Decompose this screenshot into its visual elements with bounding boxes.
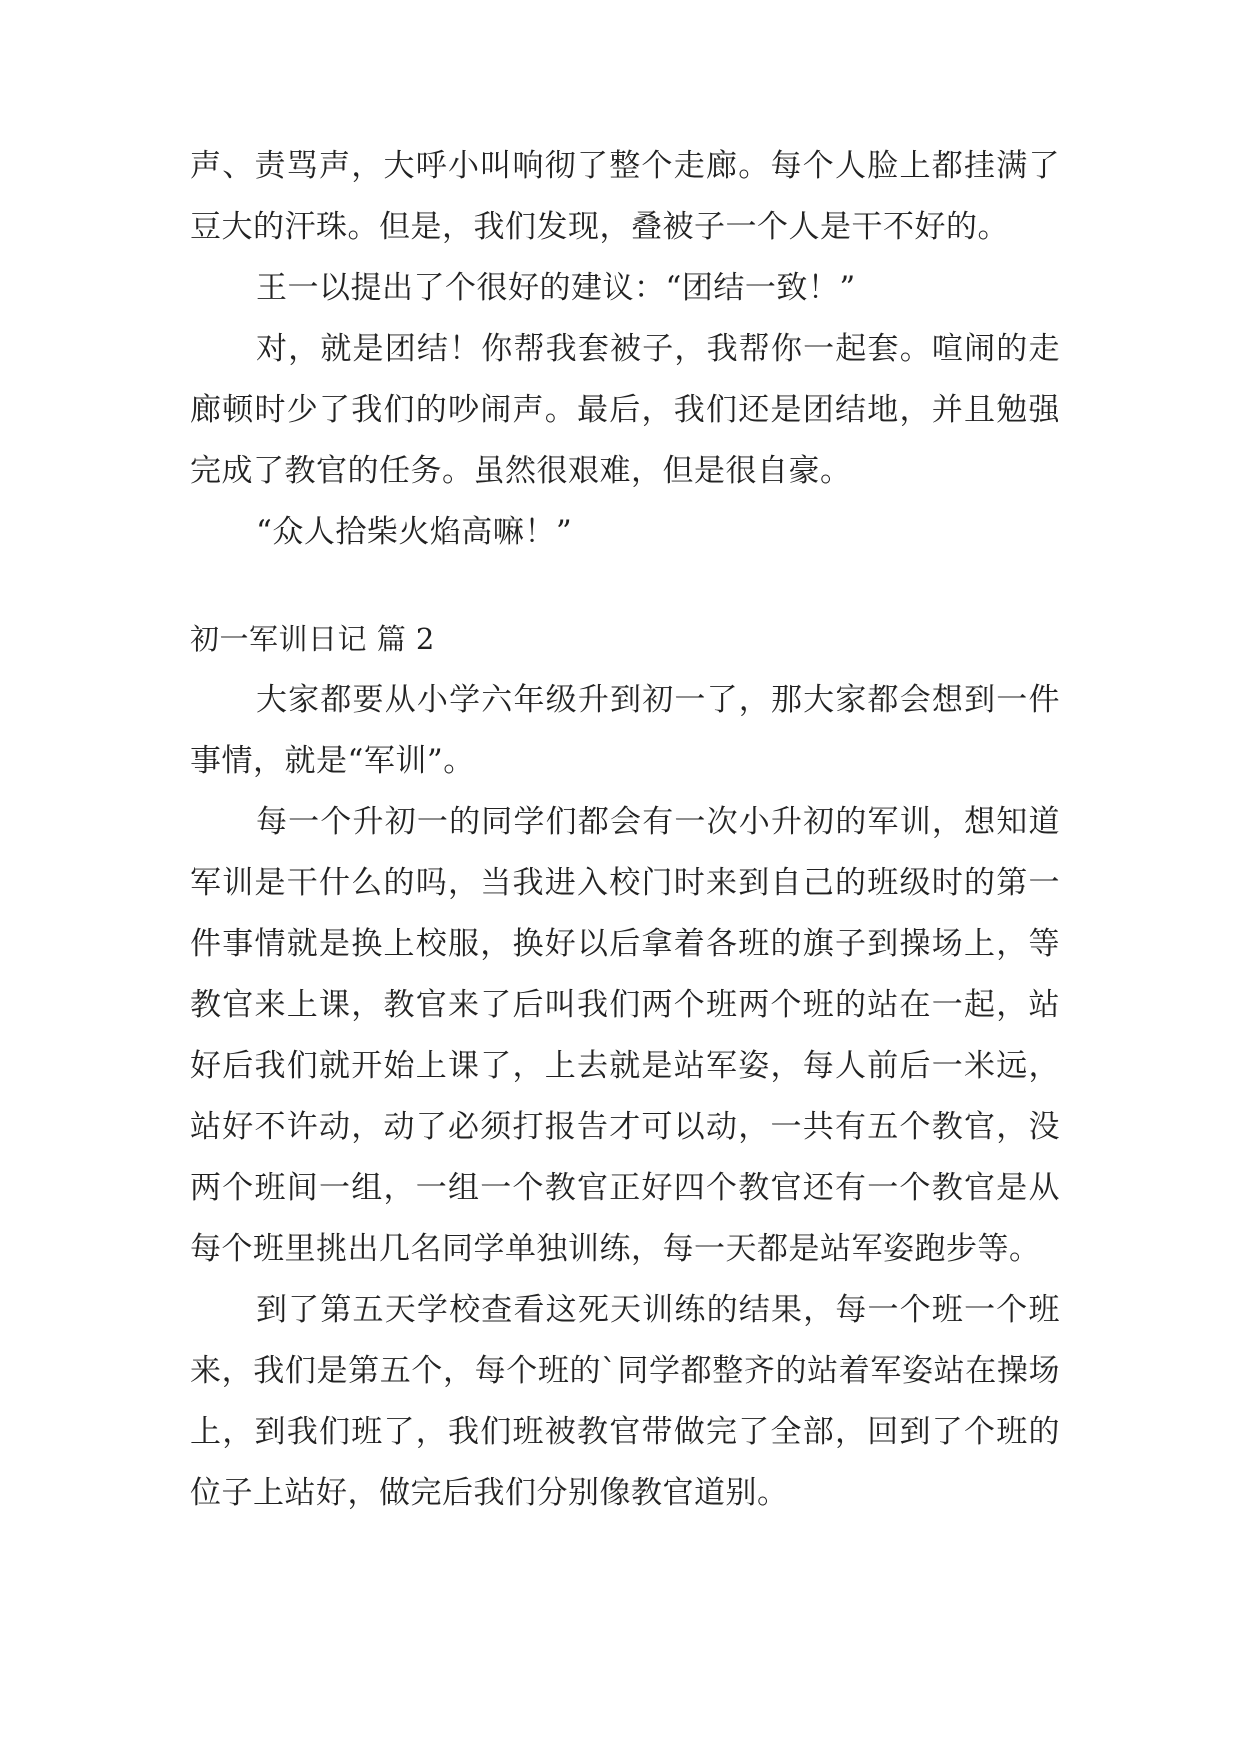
paragraph: 对，就是团结！你帮我套被子，我帮你一起套。喧闹的走廊顿时少了我们的吵闹声。最后，我们还是团结地，并且勉强完成了教官的任务。虽然很艰难，但是很自豪。 bbox=[190, 331, 1060, 489]
paragraph: “众人拾柴火焰高嘛！” bbox=[256, 514, 573, 550]
paragraph: 到了第五天学校查看这死天训练的结果，每一个班一个班来，我们是第五个，每个班的`同学都整齐的站着军姿站在操场上，到我们班了，我们班被教官带做完了全部，回到了个班的位子上站好，做完后我们分别像教官道别。 bbox=[190, 1292, 1060, 1511]
section-title: 初一军训日记 篇 2 bbox=[190, 622, 435, 656]
paragraph: 每一个升初一的同学们都会有一次小升初的军训，想知道军训是干什么的吗，当我进入校门时来到自己的班级时的第一件事情就是换上校服，换好以后拿着各班的旗子到操场上，等教官来上课，教官来了后叫我们两个班两个班的站在一起，站好后我们就开始上课了，上去就是站军姿，每人前后一米远，站好不许动，动了必须打报告才可以动，一共有五个教官，没两个班间一组，一组一个教官正好四个教官还有一个教官是从每个班里挑出几名同学单独训练，每一天都是站军姿跑步等。 bbox=[190, 804, 1060, 1267]
paragraph: 王一以提出了个很好的建议：“团结一致！” bbox=[256, 270, 856, 306]
document-page bbox=[190, 136, 1060, 1524]
paragraph: 大家都要从小学六年级升到初一了，那大家都会想到一件事情，就是“军训”。 bbox=[190, 682, 1060, 779]
paragraph: 声、责骂声，大呼小叫响彻了整个走廊。每个人脸上都挂满了豆大的汗珠。但是，我们发现，叠被子一个人是干不好的。 bbox=[190, 148, 1060, 245]
